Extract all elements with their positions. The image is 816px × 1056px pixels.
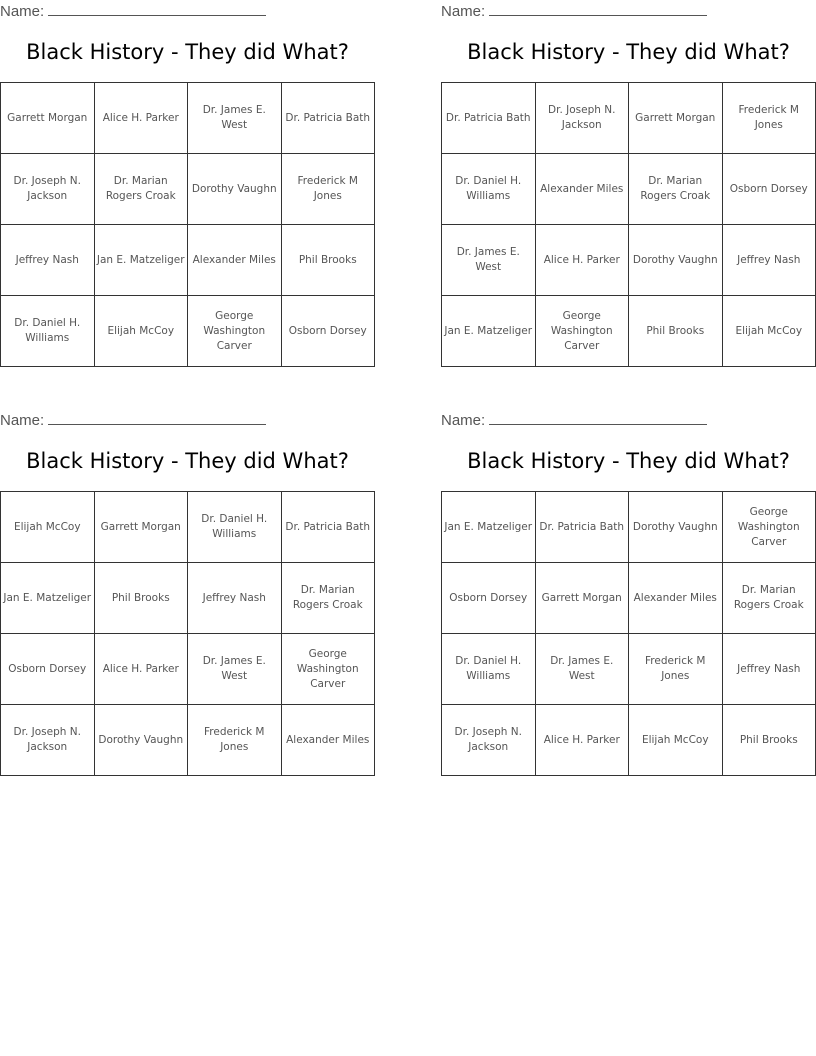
grid-cell: Phil Brooks (94, 563, 188, 634)
grid-cell: Alice H. Parker (94, 83, 188, 154)
grid-cell: Osborn Dorsey (281, 296, 375, 367)
grid-cell: Dr. Marian Rogers Croak (629, 154, 723, 225)
name-label: Name: (0, 412, 45, 429)
grid-cell: Jeffrey Nash (722, 225, 816, 296)
grid-cell: Dr. Patricia Bath (281, 492, 375, 563)
name-blank-line[interactable] (48, 411, 266, 425)
grid-cell: Alexander Miles (535, 154, 629, 225)
grid-row (1, 492, 375, 563)
grid-cell: Elijah McCoy (1, 492, 95, 563)
grid-row (442, 705, 816, 776)
grid-row (442, 296, 816, 367)
grid-row (1, 83, 375, 154)
grid-cell: Dr. James E. West (188, 634, 282, 705)
grid-cell: Garrett Morgan (94, 492, 188, 563)
grid-cell: George Washington Carver (535, 296, 629, 367)
grid-cell: Garrett Morgan (535, 563, 629, 634)
card-title: Black History - They did What? (467, 449, 790, 473)
name-blank-line[interactable] (489, 2, 707, 16)
grid-cell: Garrett Morgan (1, 83, 95, 154)
grid-row (1, 563, 375, 634)
grid-row (442, 492, 816, 563)
bingo-grid (441, 491, 816, 776)
grid-row (1, 154, 375, 225)
bingo-card-3 (0, 409, 375, 773)
grid-cell: Dorothy Vaughn (629, 225, 723, 296)
grid-cell: Elijah McCoy (94, 296, 188, 367)
grid-cell: Dr. Joseph N. Jackson (535, 83, 629, 154)
card-title: Black History - They did What? (467, 40, 790, 64)
grid-cell: Dr. Daniel H. Williams (188, 492, 282, 563)
grid-cell: Dr. Daniel H. Williams (1, 296, 95, 367)
grid-cell: Frederick M Jones (722, 83, 816, 154)
grid-row (442, 563, 816, 634)
grid-row (1, 705, 375, 776)
grid-cell: Dr. Patricia Bath (442, 83, 536, 154)
grid-row (442, 225, 816, 296)
grid-cell: Phil Brooks (281, 225, 375, 296)
grid-cell: Dr. James E. West (535, 634, 629, 705)
grid-cell: Dr. Daniel H. Williams (442, 154, 536, 225)
grid-cell: Dr. James E. West (442, 225, 536, 296)
grid-cell: George Washington Carver (722, 492, 816, 563)
grid-cell: Alexander Miles (629, 563, 723, 634)
name-label: Name: (0, 3, 45, 20)
grid-cell: Dr. Marian Rogers Croak (94, 154, 188, 225)
name-label: Name: (441, 412, 486, 429)
bingo-grid (441, 82, 816, 367)
grid-cell: Jan E. Matzeliger (94, 225, 188, 296)
name-field[interactable] (441, 411, 707, 429)
grid-cell: Phil Brooks (722, 705, 816, 776)
card-title: Black History - They did What? (26, 449, 349, 473)
grid-cell: Dr. Joseph N. Jackson (1, 705, 95, 776)
bingo-card-1 (0, 0, 375, 364)
grid-cell: Dr. Patricia Bath (535, 492, 629, 563)
grid-cell: Jan E. Matzeliger (442, 492, 536, 563)
grid-cell: Frederick M Jones (188, 705, 282, 776)
grid-cell: Frederick M Jones (629, 634, 723, 705)
name-label: Name: (441, 3, 486, 20)
grid-cell: Phil Brooks (629, 296, 723, 367)
grid-cell: George Washington Carver (281, 634, 375, 705)
grid-row (1, 634, 375, 705)
grid-cell: George Washington Carver (188, 296, 282, 367)
grid-cell: Alice H. Parker (94, 634, 188, 705)
grid-cell: Dr. Daniel H. Williams (442, 634, 536, 705)
grid-cell: Jan E. Matzeliger (442, 296, 536, 367)
grid-cell: Elijah McCoy (629, 705, 723, 776)
grid-cell: Jeffrey Nash (1, 225, 95, 296)
bingo-card-2 (441, 0, 816, 364)
name-field[interactable] (0, 2, 266, 20)
grid-row (442, 83, 816, 154)
grid-cell: Jeffrey Nash (188, 563, 282, 634)
grid-cell: Dr. James E. West (188, 83, 282, 154)
grid-cell: Dr. Joseph N. Jackson (442, 705, 536, 776)
grid-cell: Osborn Dorsey (1, 634, 95, 705)
grid-cell: Alexander Miles (281, 705, 375, 776)
grid-cell: Dr. Patricia Bath (281, 83, 375, 154)
grid-cell: Jeffrey Nash (722, 634, 816, 705)
grid-cell: Alice H. Parker (535, 705, 629, 776)
grid-row (442, 634, 816, 705)
card-title: Black History - They did What? (26, 40, 349, 64)
grid-cell: Dorothy Vaughn (188, 154, 282, 225)
grid-cell: Alice H. Parker (535, 225, 629, 296)
name-field[interactable] (441, 2, 707, 20)
grid-cell: Jan E. Matzeliger (1, 563, 95, 634)
name-blank-line[interactable] (489, 411, 707, 425)
grid-cell: Elijah McCoy (722, 296, 816, 367)
grid-cell: Osborn Dorsey (722, 154, 816, 225)
name-field[interactable] (0, 411, 266, 429)
grid-cell: Garrett Morgan (629, 83, 723, 154)
grid-cell: Frederick M Jones (281, 154, 375, 225)
grid-row (1, 225, 375, 296)
grid-cell: Dr. Marian Rogers Croak (722, 563, 816, 634)
bingo-card-4 (441, 409, 816, 773)
grid-row (442, 154, 816, 225)
grid-cell: Dorothy Vaughn (629, 492, 723, 563)
grid-row (1, 296, 375, 367)
name-blank-line[interactable] (48, 2, 266, 16)
grid-cell: Alexander Miles (188, 225, 282, 296)
grid-cell: Dr. Marian Rogers Croak (281, 563, 375, 634)
grid-cell: Osborn Dorsey (442, 563, 536, 634)
bingo-grid (0, 82, 375, 367)
grid-cell: Dorothy Vaughn (94, 705, 188, 776)
grid-cell: Dr. Joseph N. Jackson (1, 154, 95, 225)
bingo-grid (0, 491, 375, 776)
